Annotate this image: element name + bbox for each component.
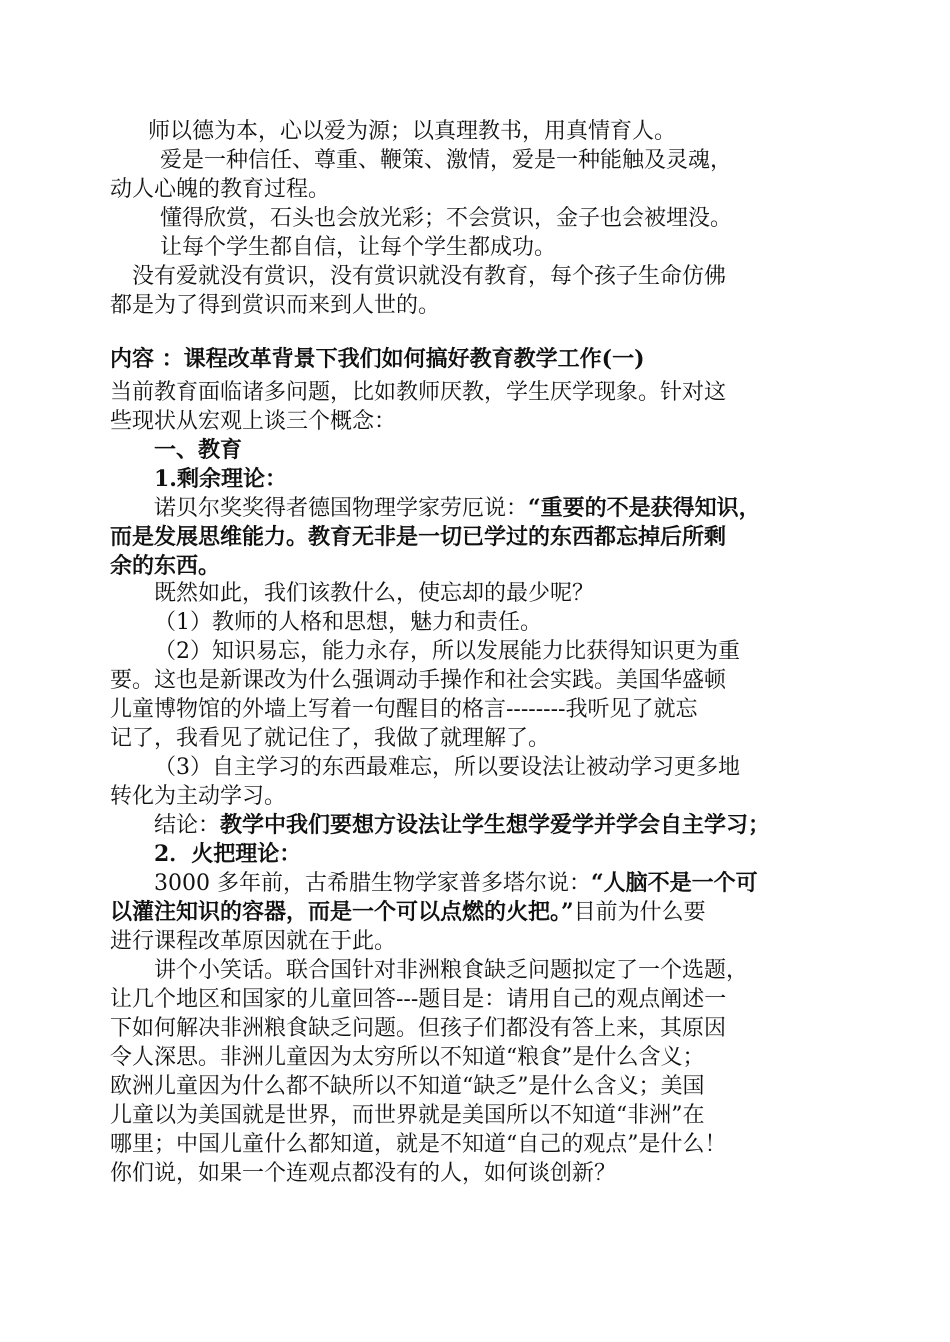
paragraph-line (154, 869, 894, 898)
body-line: （1）教师的人格和思想，魅力和责任。 (154, 610, 542, 635)
section-heading: 一、教育 (154, 437, 243, 463)
story-line: 儿童以为美国就是世界，而世界就是美国所以不知道“非洲”在 (110, 1103, 705, 1128)
body-line: 转化为主动学习。 (110, 784, 287, 809)
quote-line: 让每个学生都自信，让每个学生都成功。 (160, 235, 557, 260)
bold-quote-line: 余的东西。 (110, 553, 221, 579)
bold-quote: 以灌注知识的容器，而是一个可以点燃的火把。” (110, 899, 574, 925)
bold-quote: “人脑不是一个可 (590, 870, 758, 896)
story-line: 哪里；中国儿童什么都知道，就是不知道“自己的观点”是什么！ (110, 1132, 727, 1157)
quote-line: 爱是一种信任、尊重、鞭策、激情，爱是一种能触及灵魂， (160, 148, 733, 173)
story-line: 欧洲儿童因为什么都不缺所以不知道“缺乏”是什么含义；美国 (110, 1074, 705, 1099)
body-line: 记了，我看见了就记住了，我做了就理解了。 (110, 726, 551, 751)
intro-line: 些现状从宏观上谈三个概念： (110, 409, 397, 434)
paragraph-lead: 诺贝尔奖奖得者德国物理学家劳厄说： (154, 496, 529, 521)
story-line: 你们说，如果一个连观点都没有的人，如何谈创新？ (110, 1161, 617, 1186)
subsection-heading: 2．火把理论： (154, 841, 302, 867)
quote-line: 都是为了得到赏识而来到人世的。 (110, 293, 441, 318)
paragraph-line: 进行课程改革原因就在于此。 (110, 929, 397, 954)
quote-line: 动人心魄的教育过程。 (110, 177, 331, 202)
paragraph-tail: 目前为什么要 (573, 900, 706, 925)
body-line: （2）知识易忘，能力永存，所以发展能力比获得知识更为重 (154, 639, 740, 664)
paragraph-line (110, 898, 850, 927)
quote-line: 没有爱就没有赏识，没有赏识就没有教育，每个孩子生命仿佛 (132, 264, 727, 289)
body-line: 既然如此，我们该教什么，使忘却的最少呢？ (154, 581, 595, 606)
quote-line: 懂得欣赏，石头也会放光彩；不会赏识，金子也会被埋没。 (160, 206, 733, 231)
paragraph-line (154, 494, 894, 523)
body-line: 儿童博物馆的外墙上写着一句醒目的格言--------我听见了就忘 (110, 697, 698, 722)
bold-quote-line: 而是发展思维能力。教育无非是一切已学过的东西都忘掉后所剩 (110, 524, 727, 550)
bold-quote: “重要的不是获得知识， (528, 495, 761, 521)
paragraph-lead: 3000 多年前，古希腊生物学家普多塔尔说： (154, 871, 591, 896)
subsection-heading: 1.剩余理论： (154, 466, 287, 492)
conclusion-text: 教学中我们要想方设法让学生想学爱学并学会自主学习； (220, 812, 771, 838)
content-heading: 内容 ：课程改革背景下我们如何搞好教育教学工作(一) (110, 346, 645, 372)
conclusion-line (154, 811, 854, 840)
quote-line: 师以德为本，心以爱为源；以真理教书，用真情育人。 (148, 119, 677, 144)
story-line: 让几个地区和国家的儿童回答---题目是：请用自己的观点阐述一 (110, 987, 727, 1012)
body-line: 要。这也是新课改为什么强调动手操作和社会实践。美国华盛顿 (110, 668, 727, 693)
intro-line: 当前教育面临诸多问题，比如教师厌教，学生厌学现象。针对这 (110, 380, 727, 405)
body-line: （3）自主学习的东西最难忘，所以要设法让被动学习更多地 (154, 755, 740, 780)
story-line: 下如何解决非洲粮食缺乏问题。但孩子们都没有答上来，其原因 (110, 1016, 727, 1041)
story-line: 讲个小笑话。联合国针对非洲粮食缺乏问题拟定了一个选题， (154, 958, 749, 983)
story-line: 令人深思。非洲儿童因为太穷所以不知道“粮食”是什么含义； (110, 1045, 705, 1070)
conclusion-label: 结论： (154, 813, 221, 838)
